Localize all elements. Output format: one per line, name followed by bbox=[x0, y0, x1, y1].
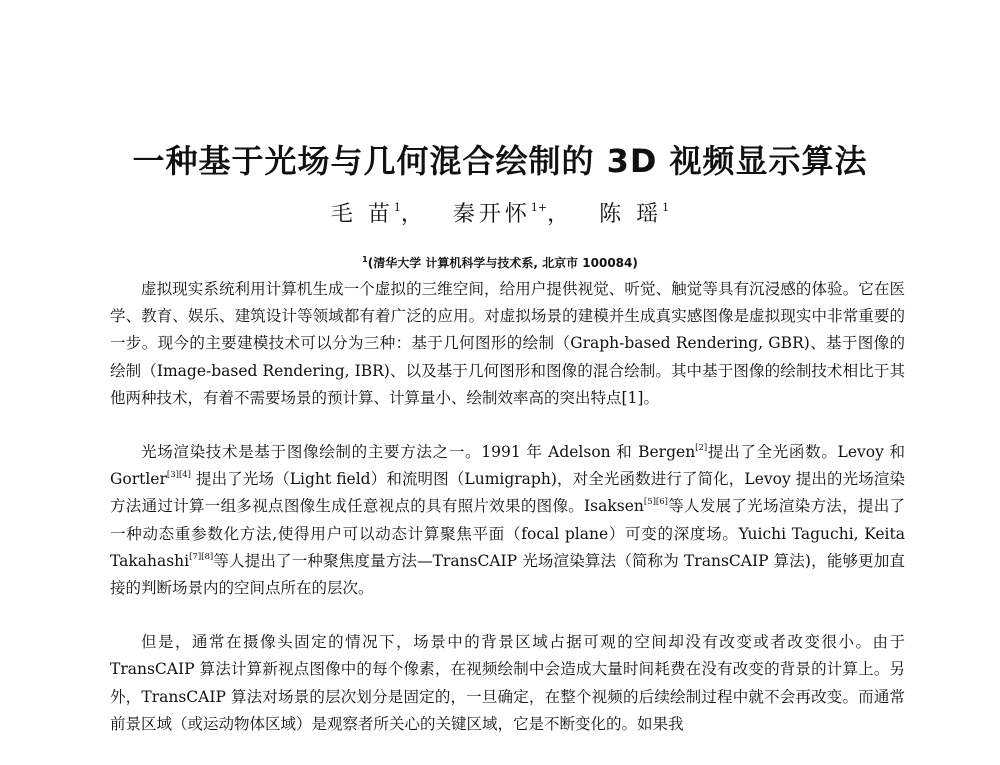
text-run: 提出了全光函数。Levoy 和 Gortler bbox=[110, 443, 905, 489]
text-run: 但是，通常在摄像头固定的情况下，场景中的背景区域占据可观的空间却没有改变或者改变很小。由于 TransCAIP 算法计算新视点图像中的每个像素，在视频绘制中会造成大量时间耗费在没有改变的背景的计算上。另外，TransCAIP 算法对场景的层次划分是固定的，一旦确定，在整个视频的后续绘制过程中就不会再改变。而通常前景区域（或运动物体区域）是观察者所关心的关键区域，它是不断变化的。如果我 bbox=[110, 633, 905, 733]
body-text bbox=[110, 276, 905, 765]
author-separator: ， bbox=[547, 202, 574, 227]
affiliation-mark: 1 bbox=[362, 255, 368, 264]
text-run: 光场渲染技术是基于图像绘制的主要方法之一。1991 年 Adelson 和 Bergen bbox=[141, 443, 696, 462]
author-name: 毛 苗 bbox=[330, 202, 394, 227]
citation-mark: [5][6] bbox=[643, 497, 668, 508]
text-run: 虚拟现实系统利用计算机生成一个虚拟的三维空间，给用户提供视觉、听觉、触觉等具有沉浸感的体验。它在医学、教育、娱乐、建筑设计等领域都有着广泛的应用。对虚拟场景的建模并生成真实感图像是虚拟现实中非常重要的一步。现今的主要建模技术可以分为三种：基于几何图形的绘制（Graph-based Rendering, GBR)、基于图像的绘制（Image-based Rendering, IBR)、以及基于几何图形和图像的混合绘制。其中基于图像的绘制技术相比于其他两种技术，有着不需要场景的预计算、计算量小、绘制效率高的突出特点[1]。 bbox=[110, 280, 905, 407]
citation-mark: [3][4] bbox=[166, 470, 191, 481]
paragraph bbox=[110, 276, 905, 412]
text-run: 等人发展了光场渲染方法，提出了一种动态重参数化方法,使得用户可以动态计算聚焦平面（focal plane）可变的深度场。Yuichi Taguchi, Keita Takahashi bbox=[110, 497, 905, 570]
paper-title: 一种基于光场与几何混合绘制的 3D 视频显示算法 bbox=[132, 142, 868, 180]
citation-mark: [7][8] bbox=[189, 551, 214, 562]
affiliation-text: (清华大学 计算机科学与技术系, 北京市 100084) bbox=[367, 256, 638, 270]
text-run: 等人提出了一种聚焦度量方法—TransCAIP 光场渲染算法（简称为 TransCAIP 算法)，能够更加直接的判断场景内的空间点所在的层次。 bbox=[110, 551, 905, 598]
text-run: 提出了光场（Light field）和流明图（Lumigraph)，对全光函数进行了简化，Levoy 提出的光场渲染方法通过计算一组多视点图像生成任意视点的具有照片效果的图像。Isaksen bbox=[110, 470, 905, 516]
affiliation-mark: 1 bbox=[393, 201, 401, 214]
author bbox=[599, 202, 669, 227]
affiliation-mark: 1+ bbox=[530, 201, 548, 214]
author-name: 陈 瑶 bbox=[599, 202, 663, 227]
affiliation bbox=[0, 254, 1000, 271]
author bbox=[331, 202, 401, 227]
author bbox=[453, 202, 547, 227]
paragraph bbox=[110, 629, 905, 738]
affiliation-mark: 1 bbox=[662, 201, 670, 214]
author-name: 秦开怀 bbox=[452, 202, 531, 227]
author-separator: ， bbox=[400, 202, 427, 227]
paragraph bbox=[110, 439, 905, 602]
author-list bbox=[0, 197, 1000, 228]
citation-mark: [2] bbox=[695, 443, 708, 454]
